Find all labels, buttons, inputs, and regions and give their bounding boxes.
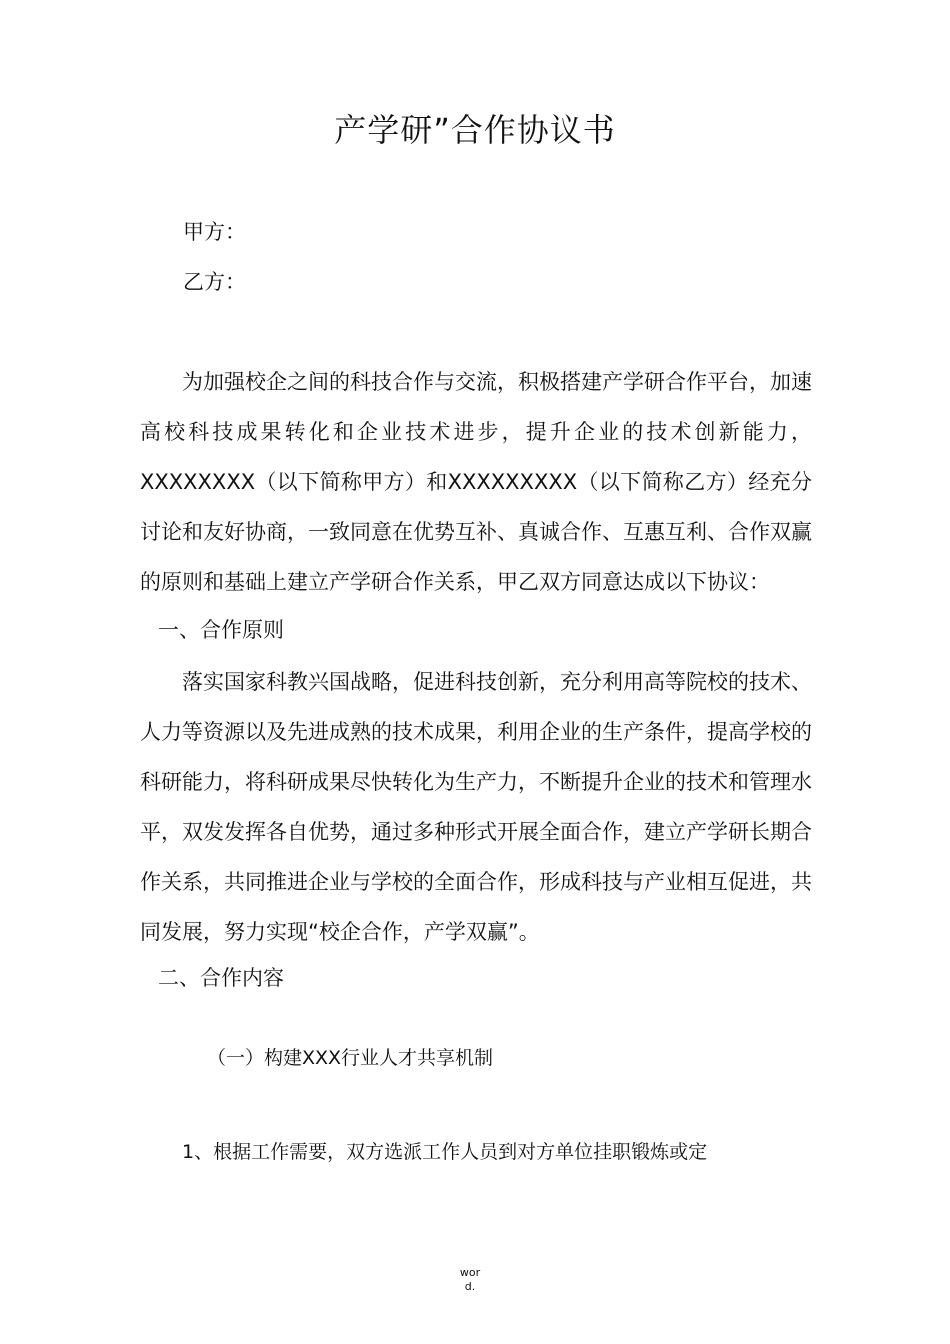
intro-paragraph: 为加强校企之间的科技合作与交流，积极搭建产学研合作平台，加速高校科技成果转化和企业技术进步，提升企业的技术创新能力，XXXXXXXX（以下简称甲方）和XXXXXXXXX（以下简称乙方）经充分讨论和友好协商，一致同意在优势互补、真诚合作、互惠互利、合作双赢的原则和基础上建立产学研合作关系，甲乙双方同意达成以下协议： [140,370,812,594]
list-item: 1、根据工作需要，双方选派工作人员到对方单位挂职锻炼或定 [182,1141,708,1163]
principles-paragraph: 落实国家科教兴国战略，促进科技创新，充分利用高等院校的技术、人力等资源以及先进成熟的技术成果，利用企业的生产条件，提高学校的科研能力，将科研成果尽快转化为生产力，不断提升企业的技术和管理水平，双发发挥各自优势，通过多种形式开展全面合作，建立产学研长期合作关系，共同推进企业与学校的全面合作，形成科技与产业相互促进，共同发展，努力实现“校企合作，产学双赢”。 [140,670,812,944]
party-a-label: 甲方： [183,220,246,244]
section-heading-principles: 一、合作原则 [158,618,284,642]
document-title: 产学研”合作协议书 [334,111,616,149]
subsection-heading: （一）构建XXX行业人才共享机制 [207,1047,494,1069]
page-footer: wor d. [459,1266,481,1293]
section-heading-content: 二、合作内容 [158,966,284,990]
party-b-label: 乙方： [183,270,246,294]
